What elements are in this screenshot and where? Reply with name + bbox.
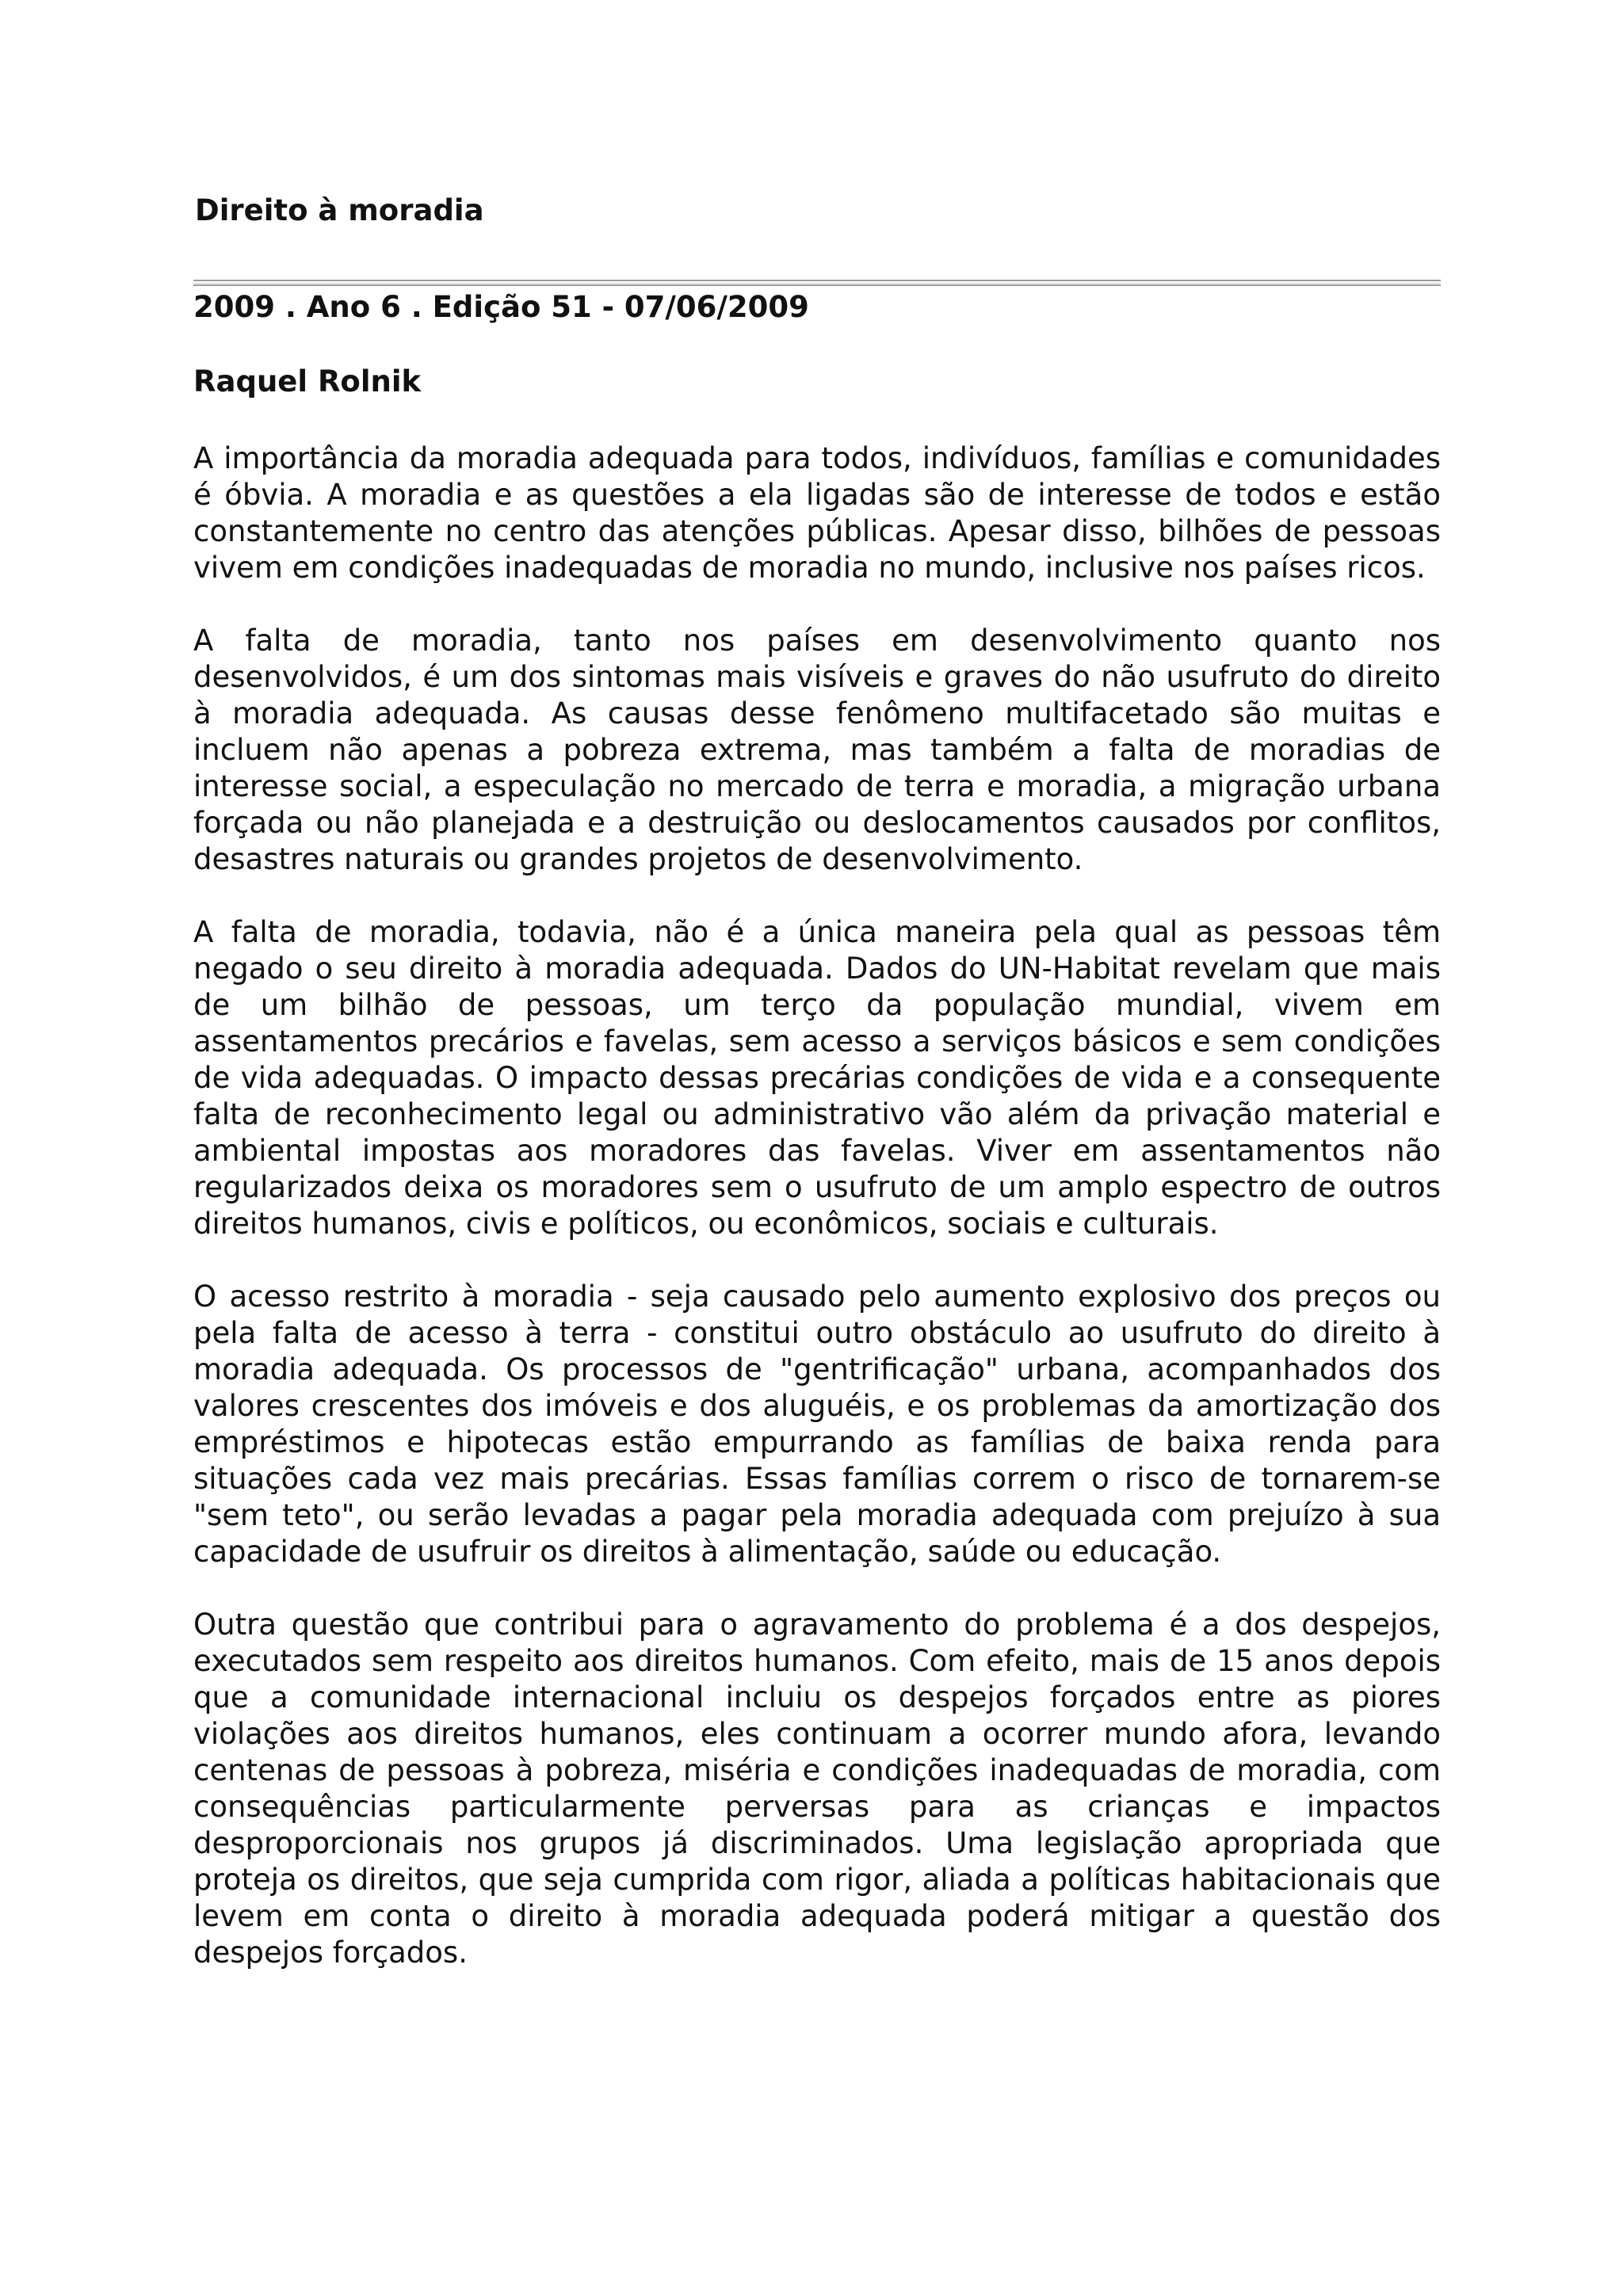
divider-inner-line [193,283,1441,284]
author-name: Raquel Rolnik [193,364,422,399]
horizontal-divider [193,280,1441,286]
paragraph-4: O acesso restrito à moradia - seja causado pelo aumento explosivo dos preços ou pela falta de acesso à terra - constitui outro obstáculo ao usufruto do direito à moradia adequada. Os processos de "gentrificação" urbana, acompanhados dos valores crescentes dos imóveis e dos aluguéis, e os problemas da amortização dos empréstimos e hipotecas estão empurrando as famílias de baixa renda para situações cada vez mais precárias. Essas famílias correm o risco de tornarem-se "sem teto", ou serão levadas a pagar pela moradia adequada com prejuízo à sua capacidade de usufruir os direitos à alimentação, saúde ou educação. [193,1280,1441,1569]
page-title: Direito à moradia [195,193,484,227]
paragraph-3: A falta de moradia, todavia, não é a única maneira pela qual as pessoas têm negado o seu direito à moradia adequada. Dados do UN-Habitat revelam que mais de um bilhão de pessoas, um terço da população mundial, vivem em assentamentos precários e favelas, sem acesso a serviços básicos e sem condições de vida adequadas. O impacto dessas precárias condições de vida e a consequente falta de reconhecimento legal ou administrativo vão além da privação material e ambiental impostas aos moradores das favelas. Viver em assentamentos não regularizados deixa os moradores sem o usufruto de um amplo espectro de outros direitos humanos, civis e políticos, ou econômicos, sociais e culturais. [193,915,1441,1241]
paragraph-2: A falta de moradia, tanto nos países em desenvolvimento quanto nos desenvolvidos, é um dos sintomas mais visíveis e graves do não usufruto do direito à moradia adequada. As causas desse fenômeno multifacetado são muitas e incluem não apenas a pobreza extrema, mas também a falta de moradias de interesse social, a especulação no mercado de terra e moradia, a migração urbana forçada ou não planejada e a destruição ou deslocamentos causados por conflitos, desastres naturais ou grandes projetos de desenvolvimento. [193,624,1441,876]
edition-line: 2009 . Ano 6 . Edição 51 - 07/06/2009 [193,290,809,324]
paragraph-5: Outra questão que contribui para o agravamento do problema é a dos despejos, executados sem respeito aos direitos humanos. Com efeito, mais de 15 anos depois que a comunidade internacional incluiu os despejos forçados entre as piores violações aos direitos humanos, eles continuam a ocorrer mundo afora, levando centenas de pessoas à pobreza, miséria e condições inadequadas de moradia, com consequências particularmente perversas para as crianças e impactos desproporcionais nos grupos já discriminados. Uma legislação apropriada que proteja os direitos, que seja cumprida com rigor, aliada a políticas habitacionais que levem em conta o direito à moradia adequada poderá mitigar a questão dos despejos forçados. [193,1608,1441,1970]
paragraph-1: A importância da moradia adequada para todos, indivíduos, famílias e comunidades é óbvia. A moradia e as questões a ela ligadas são de interesse de todos e estão constantemente no centro das atenções públicas. Apesar disso, bilhões de pessoas vivem em condições inadequadas de moradia no mundo, inclusive nos países ricos. [193,441,1441,585]
article-body [193,441,1441,2008]
